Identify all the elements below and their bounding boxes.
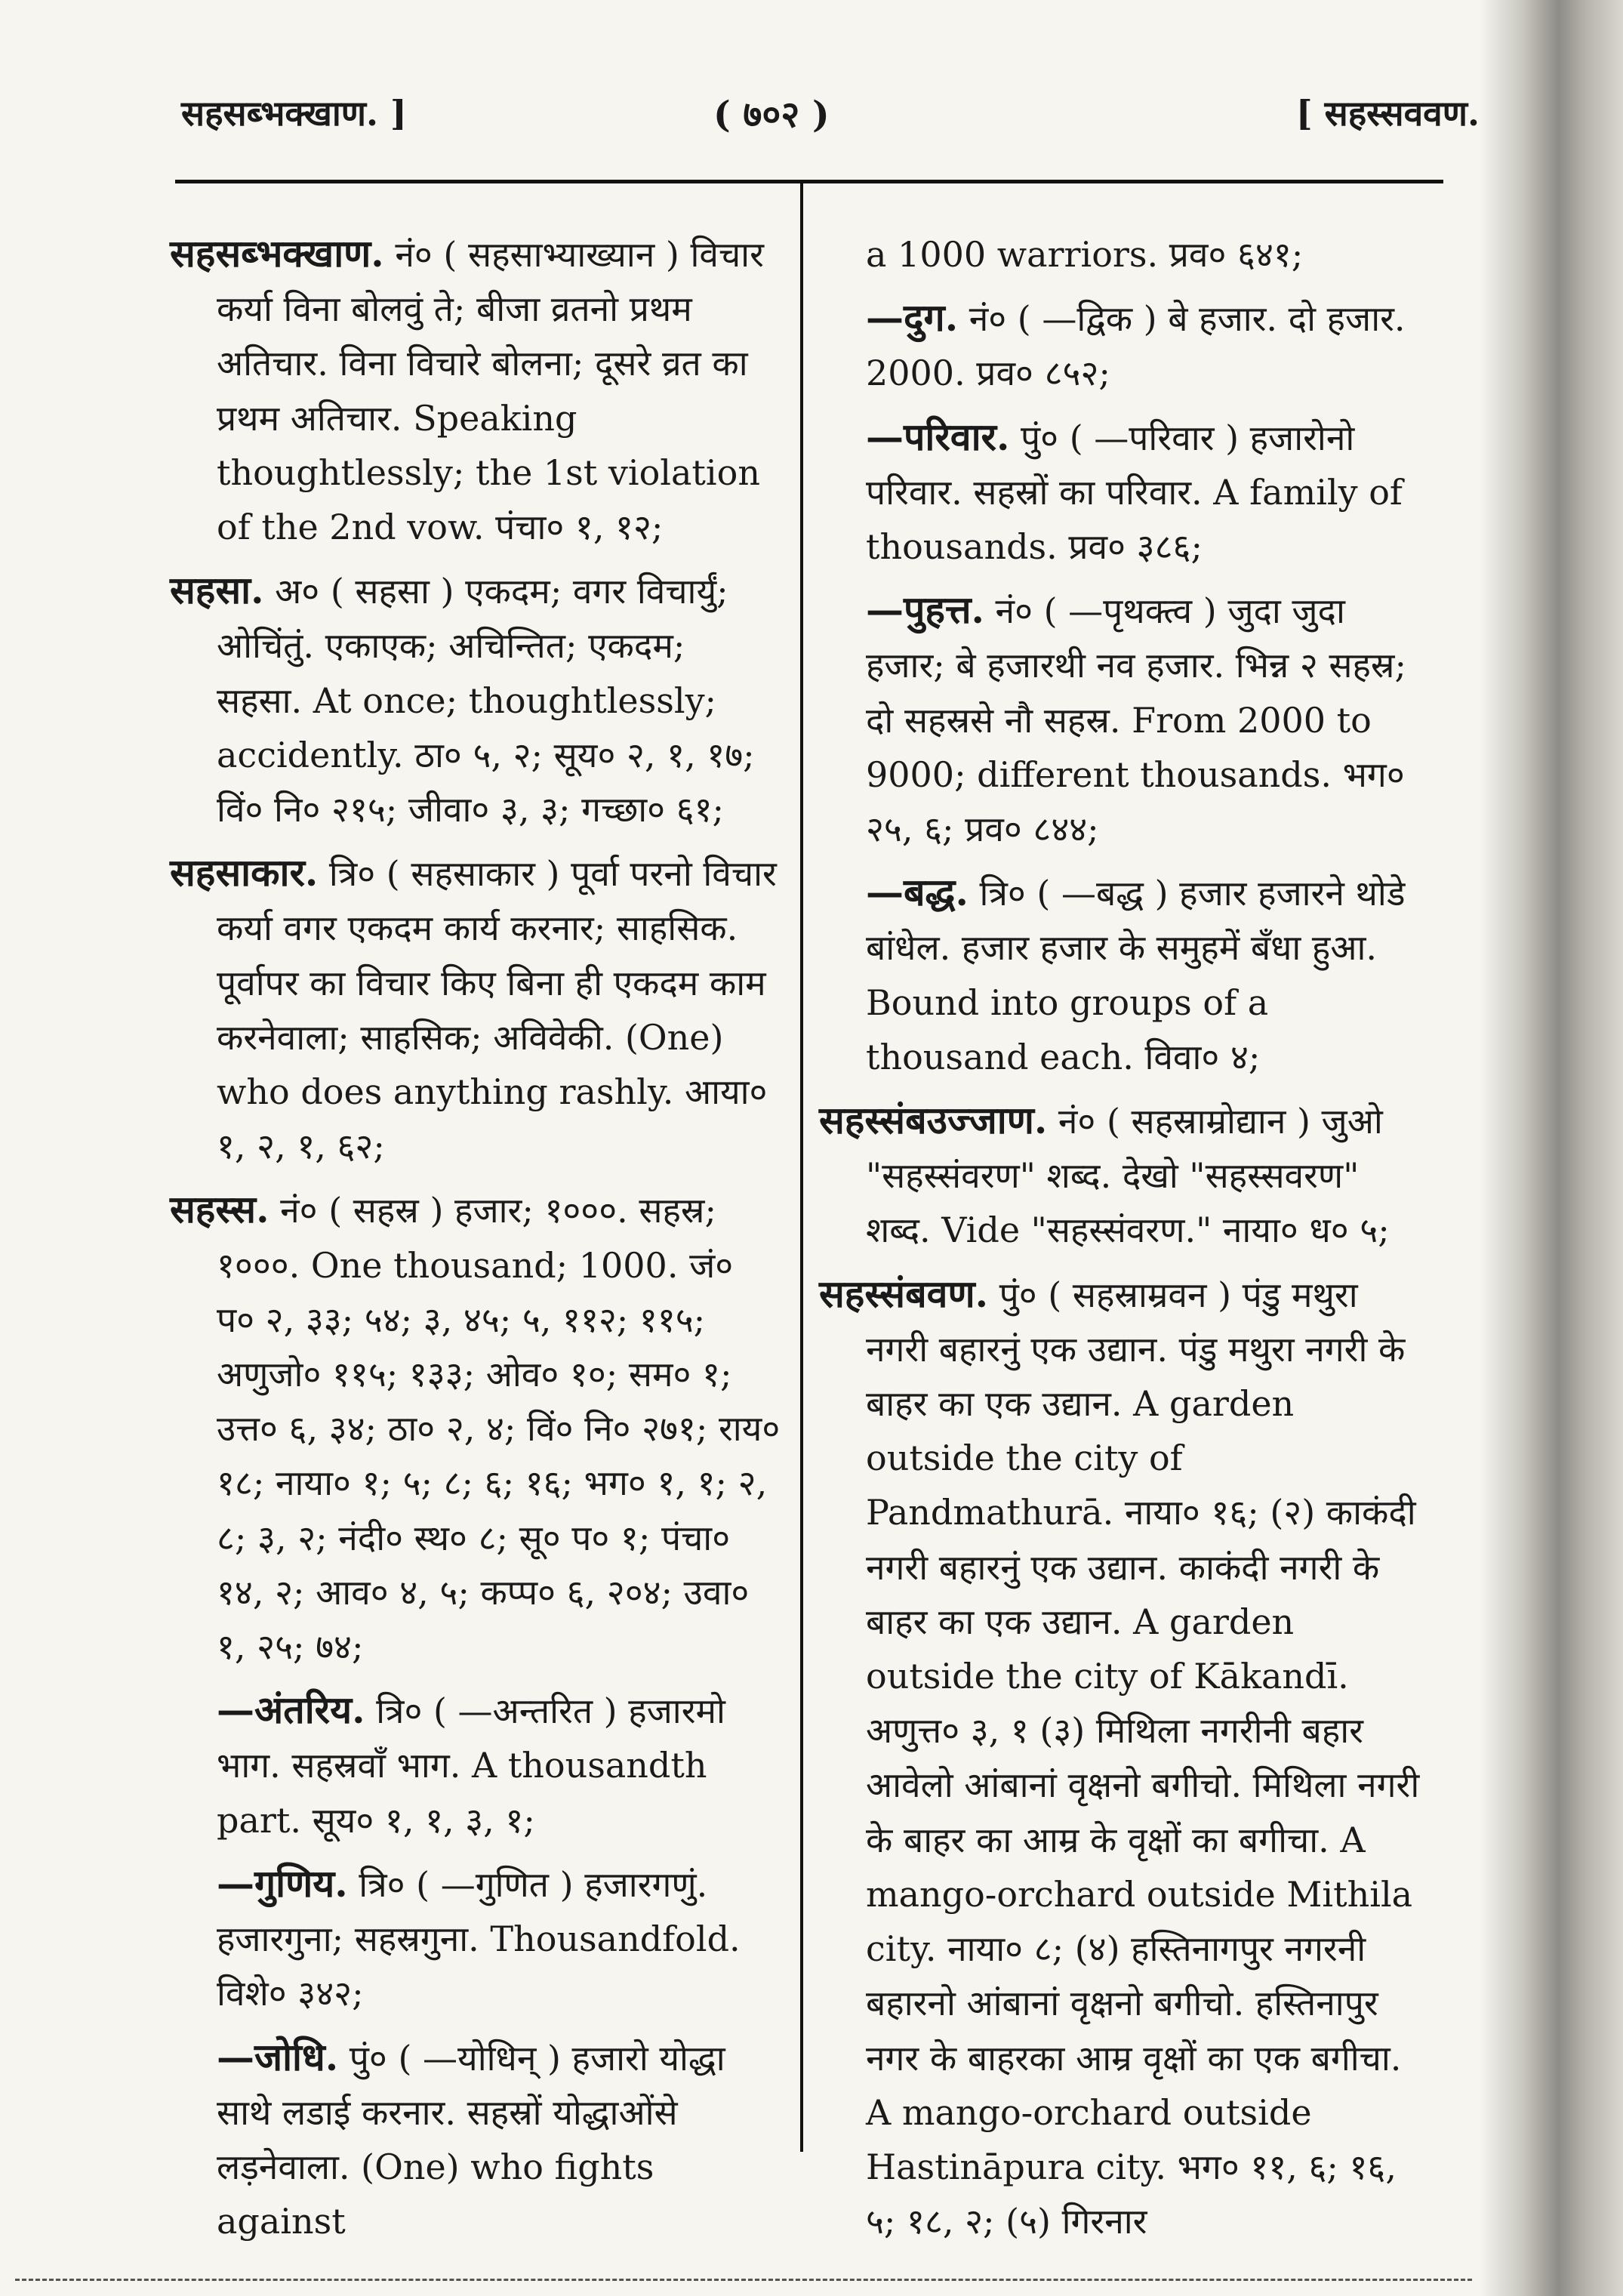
sub-entry [170,1683,781,1848]
sub-entry-body: पुं० ( —परिवार ) हजारोनो परिवार. सहस्रों का परिवार. A family of thousands. प्रव० ३८६; [866,417,1403,568]
column-divider [800,181,803,2152]
dictionary-entry [170,227,781,554]
header-left-guide-word: सहसब्भक्खाण. ] [181,93,407,134]
sub-entry-body: त्रि० ( —अन्तरित ) हजारमो भाग. सहस्रवाँ भाग. A thousandth part. सूय० १, १, ३, १; [217,1690,725,1841]
sub-entry-body: पुं० ( —योधिन् ) हजारो योद्धा साथे लडाई करनार. सहस्रों योद्धाओंसे लड़नेवाला. (One) who fights against [217,2037,725,2242]
sub-entry-headword: —पुहत्त. [866,587,984,633]
dictionary-entry [170,1182,781,1674]
sub-entry-body: नं० ( —द्विक ) बे हजार. दो हजार. 2000. प्रव० ८५२; [866,298,1406,394]
entry-headword: सहस्स. [170,1187,269,1232]
entry-headword: सहसाकार. [170,850,319,895]
sub-entry-body: नं० ( —पृथक्त्व ) जुदा जुदा हजार; बे हजारथी नव हजार. भिन्न २ सहस्र; दो सहस्रसे नौ सहस्र. From 2000 to 9000; different thousands. भग० २५, ६; प्रव० ८४४; [866,590,1406,850]
entry-headword: सहसब्भक्खाण. [170,231,384,276]
sub-entry [170,2030,781,2249]
sub-entry-body: a 1000 warriors. प्रव० ६४१; [866,234,1304,275]
running-header [181,89,1480,157]
page-bottom-edge [15,2279,1472,2281]
sub-entry [819,583,1423,856]
header-right-guide-word: [ सहस्सववण. [1295,93,1480,134]
sub-entry-headword: —अंतरिय. [217,1687,365,1733]
entry-body: नं० ( सहसाभ्याख्यान ) विचार कर्या विना बोलवुं ते; बीजा व्रतनो प्रथम अतिचार. विना विचारे बोलना; दूसरे व्रत का प्रथम अतिचार. Speaking thoughtlessly; the 1st violation of the 2nd vow. पंचा० १, १२; [217,234,764,548]
sub-entry-headword: —बद्ध. [866,870,969,915]
entry-body: नं० ( सहस्राम्रोद्यान ) जुओ "सहस्संवरण" शब्द. देखो "सहस्सवरण" शब्द. Vide "सहस्संवरण." नाया० ध० ५; [866,1101,1390,1251]
dictionary-entry [819,1093,1423,1258]
sub-entry [819,410,1423,575]
entry-body: पुं० ( सहस्राम्रवन ) पंडु मथुरा नगरी बहारनुं एक उद्यान. पंडु मथुरा नगरी के बाहर का एक उद्यान. A garden outside the city of Pandmathurā. नाया० १६; (२) काकंदी नगरी बहारनुं एक उद्यान. काकंदी नगरी के बाहर का एक उद्यान. A garden outside the city of Kākandī. अणुत्त० ३, १ (३) मिथिला नगरीनी बहार आवेलो आंबानां वृक्षनो बगीचो. मिथिला नगरी के बाहर का आम्र के वृक्षों का बगीचा. A mango-orchard outside Mithila city. नाया० ८; (४) हस्तिनागपुर नगरनी बहारनो आंबानां वृक्षनो बगीचो. हस्तिनापुर नगर के बाहरका आम्र वृक्षों का एक बगीचा. A mango-orchard outside Hastināpura city. भग० ११, ६; १६, ५; १८, २; (५) गिरनार [866,1274,1420,2242]
continued-text [819,227,1423,282]
dictionary-entry [170,563,781,837]
sub-entry [170,1857,781,2021]
sub-entry-headword: —परिवार. [866,414,1010,459]
entry-body: अ० ( सहसा ) एकदम; वगर विचार्युं; ओचिंतुं. एकाएक; अचिन्तित; एकदम; सहसा. At once; thoughtlessly; accidently. ठा० ५, २; सूय० २, १, १७; विं० नि० २१५; जीवा० ३, ३; गच्छा० ६१; [217,571,755,831]
entry-headword: सहस्संबउज्जाण. [819,1098,1048,1143]
sub-entry [819,291,1423,400]
entry-body: त्रि० ( सहसाकार ) पूर्वा परनो विचार कर्या वगर एकदम कार्य करनार; साहसिक. पूर्वापर का विचार किए बिना ही एकदम काम करनेवाला; साहसिक; अविवेकी. (One) who does anything rashly. आया० १, २, १, ६२; [217,853,777,1167]
sub-entry-headword: —जोधि. [217,2034,339,2079]
sub-entry-body: त्रि० ( —बद्ध ) हजार हजारने थोडे बांधेल. हजार हजार के समुहमें बँधा हुआ. Bound into groups of a thousand each. विवा० ४; [866,873,1406,1077]
left-column [170,227,781,2257]
dictionary-entry [170,846,781,1173]
sub-entry-body: त्रि० ( —गुणित ) हजारगणुं. हजारगुना; सहस्रगुना. Thousandfold. विशे० ३४२; [217,1863,741,2014]
scan-edge-shadow [1480,0,1623,2296]
sub-entry-headword: —गुणिय. [217,1860,348,1906]
entry-headword: सहस्संबवण. [819,1271,989,1316]
page-number: ( ७०२ ) [713,94,830,136]
sub-entry-headword: —दुग. [866,295,959,341]
header-rule [175,180,1443,183]
dictionary-entry [819,1267,1423,2249]
right-column [819,227,1423,2257]
sub-entry [819,865,1423,1084]
entry-headword: सहसा. [170,568,264,613]
entry-body: नं० ( सहस्र ) हजार; १०००. सहस्र; १०००. One thousand; 1000. जं० प० २, ३३; ५४; ३, ४५; ५, ११२; ११५; अणुजो० ११५; १३३; ओव० १०; सम० १; उत्त० ६, ३४; ठा० २, ४; विं० नि० २७१; राय० १८; नाया० १; ५; ८; ६; १६; भग० १, १; २, ८; ३, २; नंदी० स्थ० ८; सू० प० १; पंचा० १४, २; आव० ४, ५; कप्प० ६, २०४; उवा० १, २५; ७४; [217,1190,781,1668]
